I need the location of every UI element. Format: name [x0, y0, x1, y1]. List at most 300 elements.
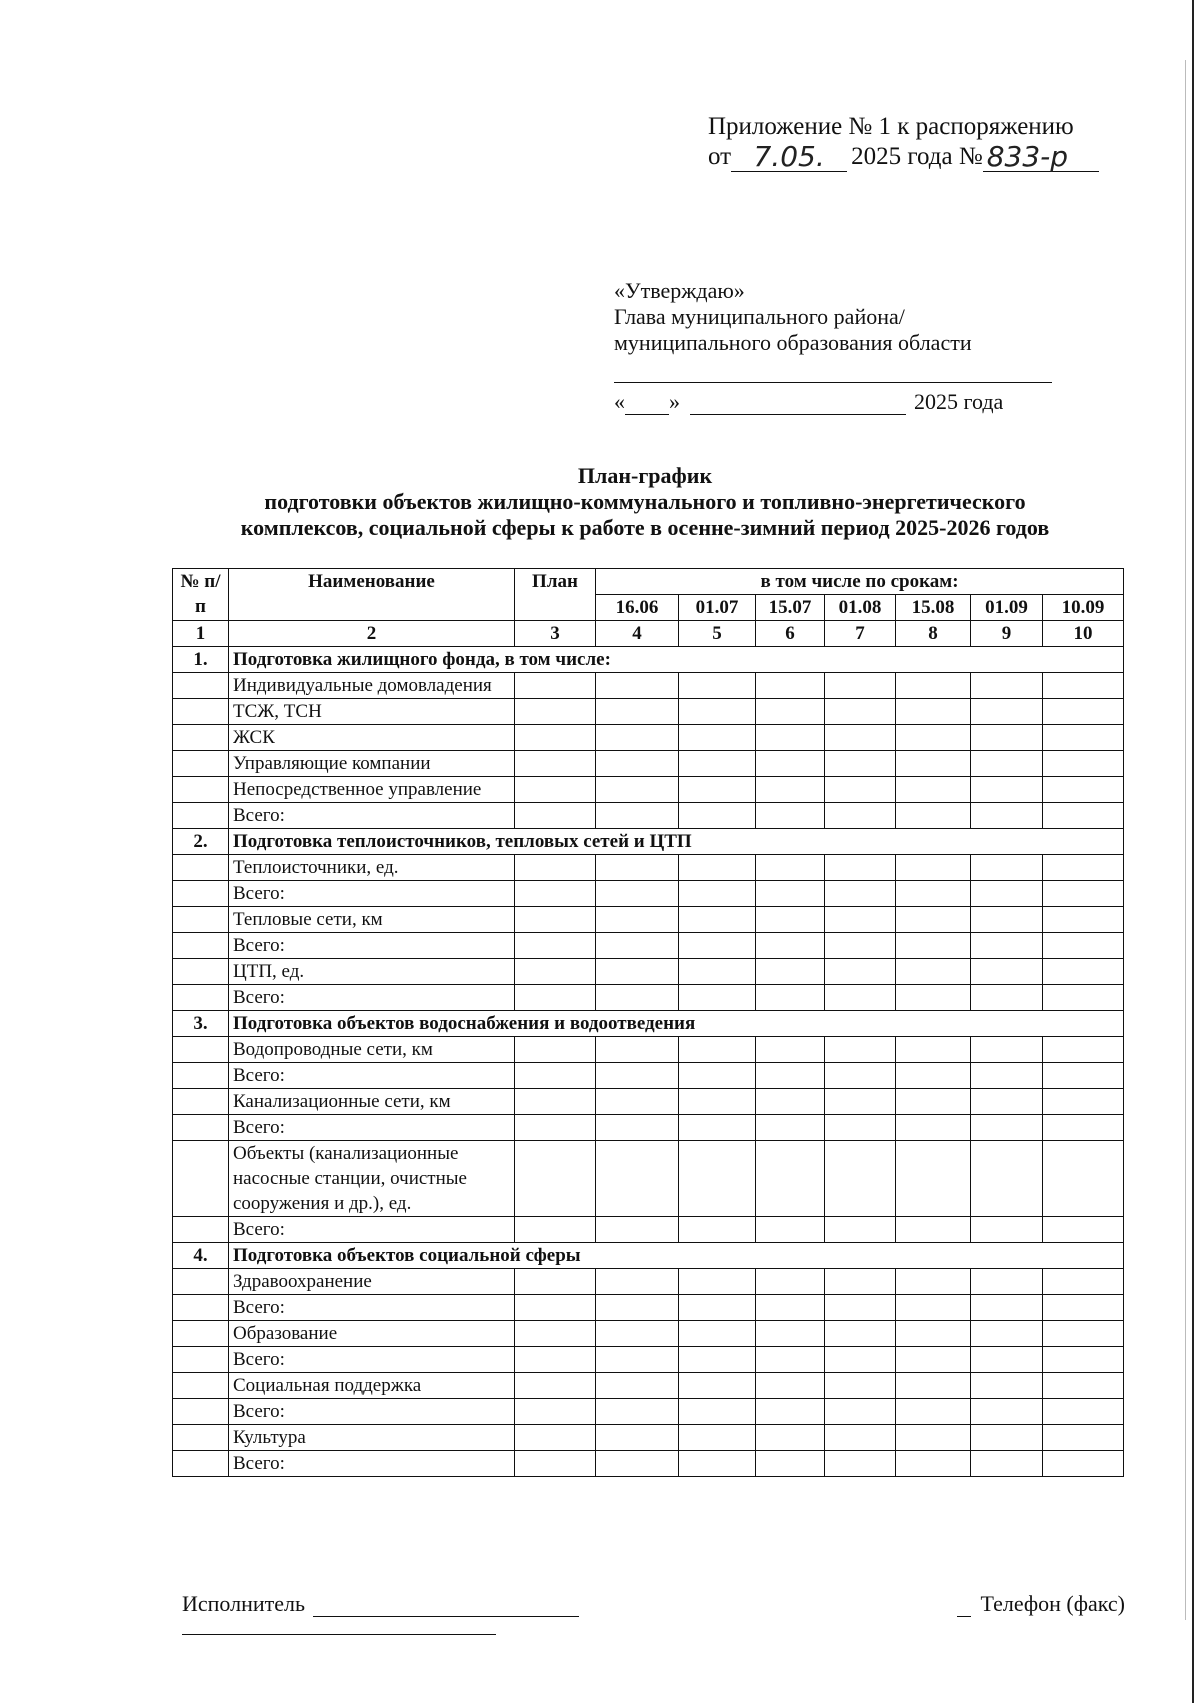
col-number: 1	[173, 621, 229, 647]
table-row	[173, 751, 1124, 777]
value-cell	[825, 1063, 896, 1089]
value-cell	[515, 1373, 596, 1399]
value-cell	[515, 699, 596, 725]
value-cell	[756, 985, 825, 1011]
value-cell	[679, 751, 756, 777]
value-cell	[679, 1037, 756, 1063]
col-number: 9	[971, 621, 1043, 647]
value-cell	[679, 1295, 756, 1321]
value-cell	[825, 959, 896, 985]
empty-cell	[173, 673, 229, 699]
table-body	[173, 647, 1124, 1477]
executor-second-line	[182, 1634, 496, 1635]
value-cell	[679, 1373, 756, 1399]
table-row	[173, 1399, 1124, 1425]
row-label: Социальная поддержка	[229, 1373, 515, 1399]
value-cell	[971, 751, 1043, 777]
value-cell	[896, 725, 971, 751]
scan-edge-shadow	[1185, 60, 1186, 1620]
row-label: Всего:	[229, 1347, 515, 1373]
value-cell	[679, 907, 756, 933]
row-label: Здравоохранение	[229, 1269, 515, 1295]
value-cell	[515, 933, 596, 959]
value-cell	[896, 1037, 971, 1063]
value-cell	[756, 1269, 825, 1295]
value-cell	[679, 1269, 756, 1295]
value-cell	[971, 855, 1043, 881]
approval-block	[614, 278, 1054, 415]
header-row-col-numbers	[173, 621, 1124, 647]
value-cell	[971, 1115, 1043, 1141]
table-row	[173, 725, 1124, 751]
value-cell	[596, 673, 679, 699]
row-label: Культура	[229, 1425, 515, 1451]
row-label: Всего:	[229, 1217, 515, 1243]
value-cell	[515, 1141, 596, 1217]
value-cell	[756, 803, 825, 829]
empty-cell	[173, 1037, 229, 1063]
row-label: Объекты (канализационные насосные станции, очистные сооружения и др.), ед.	[229, 1141, 515, 1217]
value-cell	[515, 1037, 596, 1063]
value-cell	[825, 1115, 896, 1141]
value-cell	[1043, 699, 1124, 725]
value-cell	[679, 933, 756, 959]
section-title: Подготовка жилищного фонда, в том числе:	[229, 647, 1124, 673]
table-row	[173, 1347, 1124, 1373]
row-label: Всего:	[229, 1115, 515, 1141]
value-cell	[756, 1217, 825, 1243]
value-cell	[596, 1399, 679, 1425]
col-number: 3	[515, 621, 596, 647]
value-cell	[679, 1217, 756, 1243]
value-cell	[971, 1295, 1043, 1321]
value-cell	[825, 673, 896, 699]
value-cell	[896, 985, 971, 1011]
table-row	[173, 907, 1124, 933]
value-cell	[1043, 855, 1124, 881]
value-cell	[596, 881, 679, 907]
value-cell	[596, 855, 679, 881]
table-row	[173, 1037, 1124, 1063]
value-cell	[1043, 959, 1124, 985]
value-cell	[756, 1037, 825, 1063]
value-cell	[679, 725, 756, 751]
header-date: 01.09	[971, 595, 1043, 621]
value-cell	[679, 1347, 756, 1373]
col-number: 2	[229, 621, 515, 647]
row-label: Всего:	[229, 1295, 515, 1321]
value-cell	[896, 1063, 971, 1089]
table-row	[173, 1321, 1124, 1347]
value-cell	[515, 1115, 596, 1141]
value-cell	[1043, 1373, 1124, 1399]
value-cell	[756, 1295, 825, 1321]
empty-cell	[173, 1269, 229, 1295]
value-cell	[971, 1089, 1043, 1115]
phone-label: Телефон (факс)	[980, 1591, 1125, 1616]
empty-cell	[173, 1115, 229, 1141]
value-cell	[825, 1399, 896, 1425]
value-cell	[596, 1115, 679, 1141]
value-cell	[679, 1321, 756, 1347]
value-cell	[825, 1373, 896, 1399]
value-cell	[825, 1451, 896, 1477]
value-cell	[896, 803, 971, 829]
row-label: Водопроводные сети, км	[229, 1037, 515, 1063]
value-cell	[825, 725, 896, 751]
handwritten-number: 833-р	[983, 143, 1099, 172]
value-cell	[1043, 1063, 1124, 1089]
title-line-3: комплексов, социальной сферы к работе в осенне-зимний период 2025-2026 годов	[240, 515, 1050, 540]
table-row	[173, 1295, 1124, 1321]
value-cell	[515, 855, 596, 881]
approver-position-1: Глава муниципального района/	[614, 304, 905, 329]
value-cell	[1043, 1269, 1124, 1295]
empty-cell	[173, 777, 229, 803]
row-label: Образование	[229, 1321, 515, 1347]
value-cell	[971, 1451, 1043, 1477]
value-cell	[1043, 803, 1124, 829]
header-date: 15.07	[756, 595, 825, 621]
value-cell	[515, 1321, 596, 1347]
scan-edge	[1192, 0, 1194, 1703]
empty-cell	[173, 985, 229, 1011]
value-cell	[679, 803, 756, 829]
table-row	[173, 985, 1124, 1011]
row-label: Всего:	[229, 985, 515, 1011]
value-cell	[515, 1347, 596, 1373]
value-cell	[679, 855, 756, 881]
handwritten-date: 7.05.	[731, 143, 847, 172]
title-line-1: План-график	[577, 463, 713, 488]
row-label: Всего:	[229, 1063, 515, 1089]
value-cell	[825, 1425, 896, 1451]
value-cell	[825, 803, 896, 829]
value-cell	[756, 959, 825, 985]
value-cell	[971, 933, 1043, 959]
value-cell	[596, 725, 679, 751]
table-row	[173, 673, 1124, 699]
value-cell	[971, 1373, 1043, 1399]
table-row	[173, 1141, 1124, 1217]
value-cell	[596, 933, 679, 959]
value-cell	[1043, 725, 1124, 751]
table-row	[173, 1425, 1124, 1451]
value-cell	[971, 1141, 1043, 1217]
section-number: 3.	[173, 1011, 229, 1037]
value-cell	[515, 1425, 596, 1451]
table-row	[173, 1063, 1124, 1089]
section-title: Подготовка теплоисточников, тепловых сетей и ЦТП	[229, 829, 1124, 855]
value-cell	[596, 1425, 679, 1451]
value-cell	[679, 1451, 756, 1477]
value-cell	[679, 1115, 756, 1141]
value-cell	[596, 1141, 679, 1217]
value-cell	[596, 1037, 679, 1063]
value-cell	[825, 699, 896, 725]
section-number: 1.	[173, 647, 229, 673]
table-row	[173, 881, 1124, 907]
value-cell	[896, 751, 971, 777]
value-cell	[515, 673, 596, 699]
empty-cell	[173, 1063, 229, 1089]
value-cell	[679, 1089, 756, 1115]
from-label: от	[708, 143, 732, 170]
row-label: Индивидуальные домовладения	[229, 673, 515, 699]
value-cell	[756, 1321, 825, 1347]
header-name: Наименование	[229, 569, 515, 621]
value-cell	[1043, 1089, 1124, 1115]
value-cell	[596, 1063, 679, 1089]
value-cell	[896, 1089, 971, 1115]
empty-cell	[173, 699, 229, 725]
value-cell	[596, 1089, 679, 1115]
row-label: Всего:	[229, 1399, 515, 1425]
value-cell	[515, 751, 596, 777]
value-cell	[756, 933, 825, 959]
approve-label: «Утверждаю»	[614, 278, 745, 303]
executor-blank	[313, 1596, 579, 1617]
value-cell	[1043, 1037, 1124, 1063]
value-cell	[596, 1451, 679, 1477]
value-cell	[825, 1037, 896, 1063]
value-cell	[756, 699, 825, 725]
value-cell	[896, 1451, 971, 1477]
value-cell	[971, 1399, 1043, 1425]
value-cell	[971, 907, 1043, 933]
phone-block	[957, 1591, 1125, 1617]
value-cell	[896, 1399, 971, 1425]
value-cell	[971, 1037, 1043, 1063]
section-row	[173, 1011, 1124, 1037]
value-cell	[596, 959, 679, 985]
table-row	[173, 959, 1124, 985]
row-label: Теплоисточники, ед.	[229, 855, 515, 881]
value-cell	[515, 881, 596, 907]
value-cell	[515, 1451, 596, 1477]
header-date: 16.06	[596, 595, 679, 621]
empty-cell	[173, 1347, 229, 1373]
value-cell	[825, 855, 896, 881]
empty-cell	[173, 803, 229, 829]
value-cell	[825, 881, 896, 907]
value-cell	[825, 907, 896, 933]
value-cell	[896, 699, 971, 725]
value-cell	[679, 699, 756, 725]
value-cell	[825, 1321, 896, 1347]
document-title	[160, 463, 1130, 541]
value-cell	[896, 933, 971, 959]
value-cell	[825, 1217, 896, 1243]
col-number: 7	[825, 621, 896, 647]
table-row	[173, 1089, 1124, 1115]
value-cell	[1043, 1115, 1124, 1141]
header-date: 15.08	[896, 595, 971, 621]
value-cell	[596, 803, 679, 829]
empty-cell	[173, 751, 229, 777]
col-number: 10	[1043, 621, 1124, 647]
value-cell	[971, 699, 1043, 725]
value-cell	[756, 725, 825, 751]
value-cell	[679, 985, 756, 1011]
header-plan: План	[515, 569, 596, 621]
value-cell	[896, 1217, 971, 1243]
value-cell	[971, 1321, 1043, 1347]
day-blank	[625, 394, 669, 415]
col-number: 4	[596, 621, 679, 647]
value-cell	[515, 1217, 596, 1243]
date-open-quote: «	[614, 389, 625, 414]
value-cell	[896, 1295, 971, 1321]
table-row	[173, 1373, 1124, 1399]
value-cell	[679, 1399, 756, 1425]
section-row	[173, 647, 1124, 673]
value-cell	[515, 1063, 596, 1089]
value-cell	[515, 1089, 596, 1115]
empty-cell	[173, 881, 229, 907]
value-cell	[596, 1295, 679, 1321]
value-cell	[896, 855, 971, 881]
row-label: Управляющие компании	[229, 751, 515, 777]
table-row	[173, 1451, 1124, 1477]
value-cell	[756, 1399, 825, 1425]
signature-line	[614, 364, 1052, 383]
value-cell	[896, 907, 971, 933]
header-row-1	[173, 569, 1124, 595]
value-cell	[679, 1425, 756, 1451]
value-cell	[1043, 1451, 1124, 1477]
value-cell	[1043, 1347, 1124, 1373]
empty-cell	[173, 1321, 229, 1347]
value-cell	[756, 1425, 825, 1451]
section-row	[173, 1243, 1124, 1269]
value-cell	[515, 985, 596, 1011]
approval-date-line	[614, 389, 1054, 415]
value-cell	[971, 777, 1043, 803]
value-cell	[896, 1425, 971, 1451]
empty-cell	[173, 1295, 229, 1321]
empty-cell	[173, 1373, 229, 1399]
appendix-reference	[708, 112, 1099, 172]
row-label: Тепловые сети, км	[229, 907, 515, 933]
header-date: 01.08	[825, 595, 896, 621]
value-cell	[756, 1373, 825, 1399]
value-cell	[1043, 1217, 1124, 1243]
value-cell	[825, 1089, 896, 1115]
value-cell	[596, 777, 679, 803]
value-cell	[596, 699, 679, 725]
row-label: ЖСК	[229, 725, 515, 751]
value-cell	[756, 777, 825, 803]
value-cell	[515, 803, 596, 829]
value-cell	[971, 725, 1043, 751]
section-number: 2.	[173, 829, 229, 855]
value-cell	[1043, 881, 1124, 907]
empty-cell	[173, 1141, 229, 1217]
header-by-dates: в том числе по срокам:	[596, 569, 1124, 595]
value-cell	[1043, 751, 1124, 777]
value-cell	[756, 1141, 825, 1217]
value-cell	[756, 881, 825, 907]
empty-cell	[173, 855, 229, 881]
value-cell	[679, 777, 756, 803]
row-label: Всего:	[229, 1451, 515, 1477]
value-cell	[596, 1217, 679, 1243]
plan-schedule-table	[172, 568, 1124, 1477]
executor-block	[182, 1591, 579, 1617]
value-cell	[596, 907, 679, 933]
value-cell	[825, 777, 896, 803]
value-cell	[896, 1141, 971, 1217]
empty-cell	[173, 933, 229, 959]
value-cell	[896, 1347, 971, 1373]
table-row	[173, 699, 1124, 725]
value-cell	[971, 1269, 1043, 1295]
value-cell	[515, 777, 596, 803]
value-cell	[515, 1399, 596, 1425]
value-cell	[971, 1217, 1043, 1243]
empty-cell	[173, 1089, 229, 1115]
row-label: Всего:	[229, 933, 515, 959]
table-row	[173, 803, 1124, 829]
value-cell	[1043, 673, 1124, 699]
value-cell	[896, 1373, 971, 1399]
value-cell	[896, 1115, 971, 1141]
value-cell	[971, 881, 1043, 907]
empty-cell	[173, 1451, 229, 1477]
table-row	[173, 1269, 1124, 1295]
row-label: Непосредственное управление	[229, 777, 515, 803]
row-label: ТСЖ, ТСН	[229, 699, 515, 725]
value-cell	[971, 959, 1043, 985]
header-date: 10.09	[1043, 595, 1124, 621]
row-label: ЦТП, ед.	[229, 959, 515, 985]
value-cell	[896, 673, 971, 699]
value-cell	[825, 1347, 896, 1373]
value-cell	[1043, 1141, 1124, 1217]
header-num: № п/п	[173, 569, 229, 621]
value-cell	[896, 1321, 971, 1347]
value-cell	[679, 881, 756, 907]
value-cell	[1043, 777, 1124, 803]
value-cell	[679, 1063, 756, 1089]
empty-cell	[173, 959, 229, 985]
row-label: Всего:	[229, 881, 515, 907]
executor-label: Исполнитель	[182, 1591, 306, 1616]
value-cell	[896, 881, 971, 907]
value-cell	[596, 1321, 679, 1347]
value-cell	[515, 1295, 596, 1321]
empty-cell	[173, 1399, 229, 1425]
table-row	[173, 855, 1124, 881]
value-cell	[756, 1089, 825, 1115]
value-cell	[756, 673, 825, 699]
empty-cell	[173, 725, 229, 751]
approver-position-2: муниципального образования области	[614, 330, 972, 355]
value-cell	[756, 1347, 825, 1373]
appendix-line: Приложение № 1 к распоряжению	[708, 113, 1074, 140]
value-cell	[515, 907, 596, 933]
value-cell	[1043, 933, 1124, 959]
value-cell	[756, 855, 825, 881]
month-blank	[690, 394, 906, 415]
row-label: Канализационные сети, км	[229, 1089, 515, 1115]
col-number: 6	[756, 621, 825, 647]
value-cell	[1043, 1399, 1124, 1425]
col-number: 8	[896, 621, 971, 647]
value-cell	[971, 673, 1043, 699]
value-cell	[971, 1063, 1043, 1089]
